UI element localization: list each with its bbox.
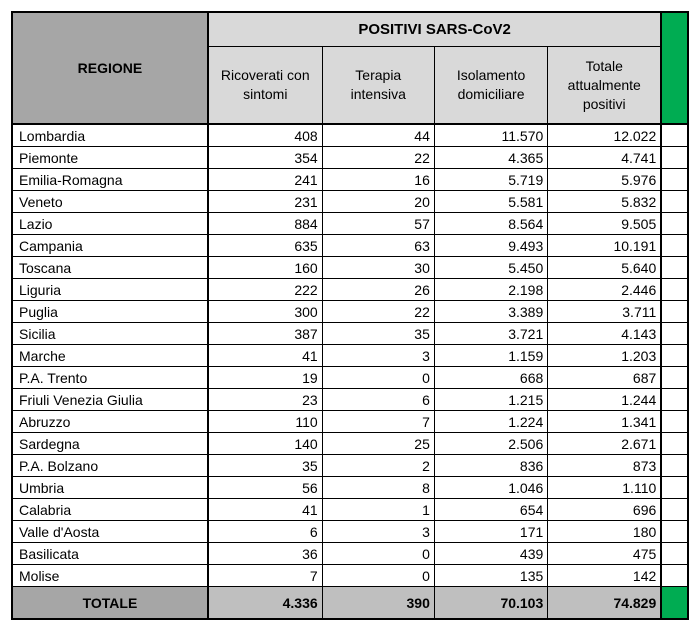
region-name-cell: Lazio xyxy=(12,213,208,235)
edge-cell xyxy=(661,213,688,235)
total-positivi-cell: 74.829 xyxy=(548,587,662,620)
edge-cell xyxy=(661,124,688,147)
edge-cell xyxy=(661,367,688,389)
terapia-value-cell: 2 xyxy=(322,455,434,477)
isolamento-value-cell: 3.389 xyxy=(434,301,547,323)
positivi-value-cell: 2.671 xyxy=(548,433,662,455)
edge-cell xyxy=(661,389,688,411)
region-row xyxy=(12,411,688,433)
ricoverati-value-cell: 635 xyxy=(208,235,322,257)
terapia-value-cell: 0 xyxy=(322,367,434,389)
ricoverati-value-cell: 23 xyxy=(208,389,322,411)
region-row xyxy=(12,147,688,169)
region-row xyxy=(12,124,688,147)
positivi-value-cell: 5.832 xyxy=(548,191,662,213)
positivi-sars-cov2-table xyxy=(11,11,689,620)
isolamento-value-cell: 5.581 xyxy=(434,191,547,213)
terapia-value-cell: 25 xyxy=(322,433,434,455)
positivi-value-cell: 5.976 xyxy=(548,169,662,191)
edge-cell xyxy=(661,565,688,587)
column-header-totale-positivi: Totale attualmente positivi xyxy=(548,47,662,125)
isolamento-value-cell: 836 xyxy=(434,455,547,477)
ricoverati-value-cell: 408 xyxy=(208,124,322,147)
ricoverati-value-cell: 7 xyxy=(208,565,322,587)
positivi-value-cell: 4.143 xyxy=(548,323,662,345)
region-row xyxy=(12,213,688,235)
terapia-value-cell: 3 xyxy=(322,345,434,367)
edge-cell xyxy=(661,323,688,345)
terapia-value-cell: 57 xyxy=(322,213,434,235)
green-accent-total-cell xyxy=(661,587,688,620)
isolamento-value-cell: 4.365 xyxy=(434,147,547,169)
ricoverati-value-cell: 222 xyxy=(208,279,322,301)
region-row xyxy=(12,257,688,279)
region-column-header: REGIONE xyxy=(12,12,208,124)
terapia-value-cell: 0 xyxy=(322,543,434,565)
region-name-cell: Sicilia xyxy=(12,323,208,345)
positivi-value-cell: 142 xyxy=(548,565,662,587)
region-name-cell: Calabria xyxy=(12,499,208,521)
ricoverati-value-cell: 41 xyxy=(208,499,322,521)
isolamento-value-cell: 2.506 xyxy=(434,433,547,455)
ricoverati-value-cell: 41 xyxy=(208,345,322,367)
edge-cell xyxy=(661,257,688,279)
region-name-cell: Liguria xyxy=(12,279,208,301)
region-name-cell: Valle d'Aosta xyxy=(12,521,208,543)
ricoverati-value-cell: 354 xyxy=(208,147,322,169)
ricoverati-value-cell: 36 xyxy=(208,543,322,565)
region-row xyxy=(12,477,688,499)
region-name-cell: P.A. Bolzano xyxy=(12,455,208,477)
region-row xyxy=(12,565,688,587)
edge-cell xyxy=(661,543,688,565)
terapia-value-cell: 1 xyxy=(322,499,434,521)
isolamento-value-cell: 2.198 xyxy=(434,279,547,301)
ricoverati-value-cell: 884 xyxy=(208,213,322,235)
isolamento-value-cell: 1.215 xyxy=(434,389,547,411)
positivi-value-cell: 1.203 xyxy=(548,345,662,367)
region-row xyxy=(12,499,688,521)
region-name-cell: Campania xyxy=(12,235,208,257)
region-name-cell: Umbria xyxy=(12,477,208,499)
region-name-cell: P.A. Trento xyxy=(12,367,208,389)
region-row xyxy=(12,279,688,301)
ricoverati-value-cell: 140 xyxy=(208,433,322,455)
region-name-cell: Marche xyxy=(12,345,208,367)
region-name-cell: Puglia xyxy=(12,301,208,323)
isolamento-value-cell: 1.046 xyxy=(434,477,547,499)
isolamento-value-cell: 5.719 xyxy=(434,169,547,191)
terapia-value-cell: 35 xyxy=(322,323,434,345)
edge-cell xyxy=(661,345,688,367)
terapia-value-cell: 3 xyxy=(322,521,434,543)
ricoverati-value-cell: 160 xyxy=(208,257,322,279)
group-header-row xyxy=(12,12,688,47)
region-name-cell: Abruzzo xyxy=(12,411,208,433)
region-row xyxy=(12,433,688,455)
edge-cell xyxy=(661,499,688,521)
group-header-positivi: POSITIVI SARS-CoV2 xyxy=(208,12,661,47)
total-ricoverati-cell: 4.336 xyxy=(208,587,322,620)
isolamento-value-cell: 8.564 xyxy=(434,213,547,235)
isolamento-value-cell: 439 xyxy=(434,543,547,565)
region-row xyxy=(12,323,688,345)
positivi-value-cell: 10.191 xyxy=(548,235,662,257)
region-name-cell: Sardegna xyxy=(12,433,208,455)
edge-cell xyxy=(661,411,688,433)
column-header-ricoverati: Ricoverati con sintomi xyxy=(208,47,322,125)
isolamento-value-cell: 135 xyxy=(434,565,547,587)
region-row xyxy=(12,455,688,477)
isolamento-value-cell: 654 xyxy=(434,499,547,521)
terapia-value-cell: 16 xyxy=(322,169,434,191)
total-terapia-cell: 390 xyxy=(322,587,434,620)
positivi-value-cell: 1.110 xyxy=(548,477,662,499)
terapia-value-cell: 6 xyxy=(322,389,434,411)
ricoverati-value-cell: 387 xyxy=(208,323,322,345)
isolamento-value-cell: 3.721 xyxy=(434,323,547,345)
terapia-value-cell: 22 xyxy=(322,147,434,169)
terapia-value-cell: 0 xyxy=(322,565,434,587)
ricoverati-value-cell: 231 xyxy=(208,191,322,213)
ricoverati-value-cell: 241 xyxy=(208,169,322,191)
ricoverati-value-cell: 19 xyxy=(208,367,322,389)
ricoverati-value-cell: 110 xyxy=(208,411,322,433)
region-name-cell: Basilicata xyxy=(12,543,208,565)
region-row xyxy=(12,345,688,367)
positivi-value-cell: 9.505 xyxy=(548,213,662,235)
isolamento-value-cell: 1.224 xyxy=(434,411,547,433)
total-row xyxy=(12,587,688,620)
region-name-cell: Toscana xyxy=(12,257,208,279)
isolamento-value-cell: 171 xyxy=(434,521,547,543)
total-isolamento-cell: 70.103 xyxy=(434,587,547,620)
edge-cell xyxy=(661,279,688,301)
isolamento-value-cell: 9.493 xyxy=(434,235,547,257)
isolamento-value-cell: 5.450 xyxy=(434,257,547,279)
ricoverati-value-cell: 56 xyxy=(208,477,322,499)
terapia-value-cell: 44 xyxy=(322,124,434,147)
terapia-value-cell: 20 xyxy=(322,191,434,213)
terapia-value-cell: 22 xyxy=(322,301,434,323)
positivi-value-cell: 1.341 xyxy=(548,411,662,433)
positivi-value-cell: 180 xyxy=(548,521,662,543)
column-header-isolamento: Isolamento domiciliare xyxy=(434,47,547,125)
column-header-terapia-intensiva: Terapia intensiva xyxy=(322,47,434,125)
region-name-cell: Friuli Venezia Giulia xyxy=(12,389,208,411)
region-name-cell: Veneto xyxy=(12,191,208,213)
edge-cell xyxy=(661,521,688,543)
positivi-value-cell: 3.711 xyxy=(548,301,662,323)
edge-cell xyxy=(661,477,688,499)
edge-cell xyxy=(661,191,688,213)
positivi-value-cell: 873 xyxy=(548,455,662,477)
region-row xyxy=(12,235,688,257)
edge-cell xyxy=(661,455,688,477)
region-name-cell: Emilia-Romagna xyxy=(12,169,208,191)
green-accent-header-cell xyxy=(661,12,688,124)
region-name-cell: Lombardia xyxy=(12,124,208,147)
positivi-value-cell: 687 xyxy=(548,367,662,389)
terapia-value-cell: 8 xyxy=(322,477,434,499)
ricoverati-value-cell: 35 xyxy=(208,455,322,477)
region-rows xyxy=(12,124,688,587)
edge-cell xyxy=(661,147,688,169)
total-label-cell: TOTALE xyxy=(12,587,208,620)
isolamento-value-cell: 11.570 xyxy=(434,124,547,147)
region-row xyxy=(12,169,688,191)
edge-cell xyxy=(661,433,688,455)
edge-cell xyxy=(661,169,688,191)
region-row xyxy=(12,521,688,543)
ricoverati-value-cell: 6 xyxy=(208,521,322,543)
positivi-value-cell: 696 xyxy=(548,499,662,521)
region-name-cell: Piemonte xyxy=(12,147,208,169)
positivi-value-cell: 4.741 xyxy=(548,147,662,169)
positivi-value-cell: 12.022 xyxy=(548,124,662,147)
region-row xyxy=(12,367,688,389)
isolamento-value-cell: 1.159 xyxy=(434,345,547,367)
region-row xyxy=(12,389,688,411)
terapia-value-cell: 7 xyxy=(322,411,434,433)
positivi-value-cell: 1.244 xyxy=(548,389,662,411)
region-row xyxy=(12,301,688,323)
terapia-value-cell: 63 xyxy=(322,235,434,257)
terapia-value-cell: 30 xyxy=(322,257,434,279)
region-name-cell: Molise xyxy=(12,565,208,587)
region-row xyxy=(12,191,688,213)
region-row xyxy=(12,543,688,565)
edge-cell xyxy=(661,301,688,323)
positivi-value-cell: 2.446 xyxy=(548,279,662,301)
terapia-value-cell: 26 xyxy=(322,279,434,301)
positivi-value-cell: 475 xyxy=(548,543,662,565)
isolamento-value-cell: 668 xyxy=(434,367,547,389)
positivi-value-cell: 5.640 xyxy=(548,257,662,279)
edge-cell xyxy=(661,235,688,257)
ricoverati-value-cell: 300 xyxy=(208,301,322,323)
